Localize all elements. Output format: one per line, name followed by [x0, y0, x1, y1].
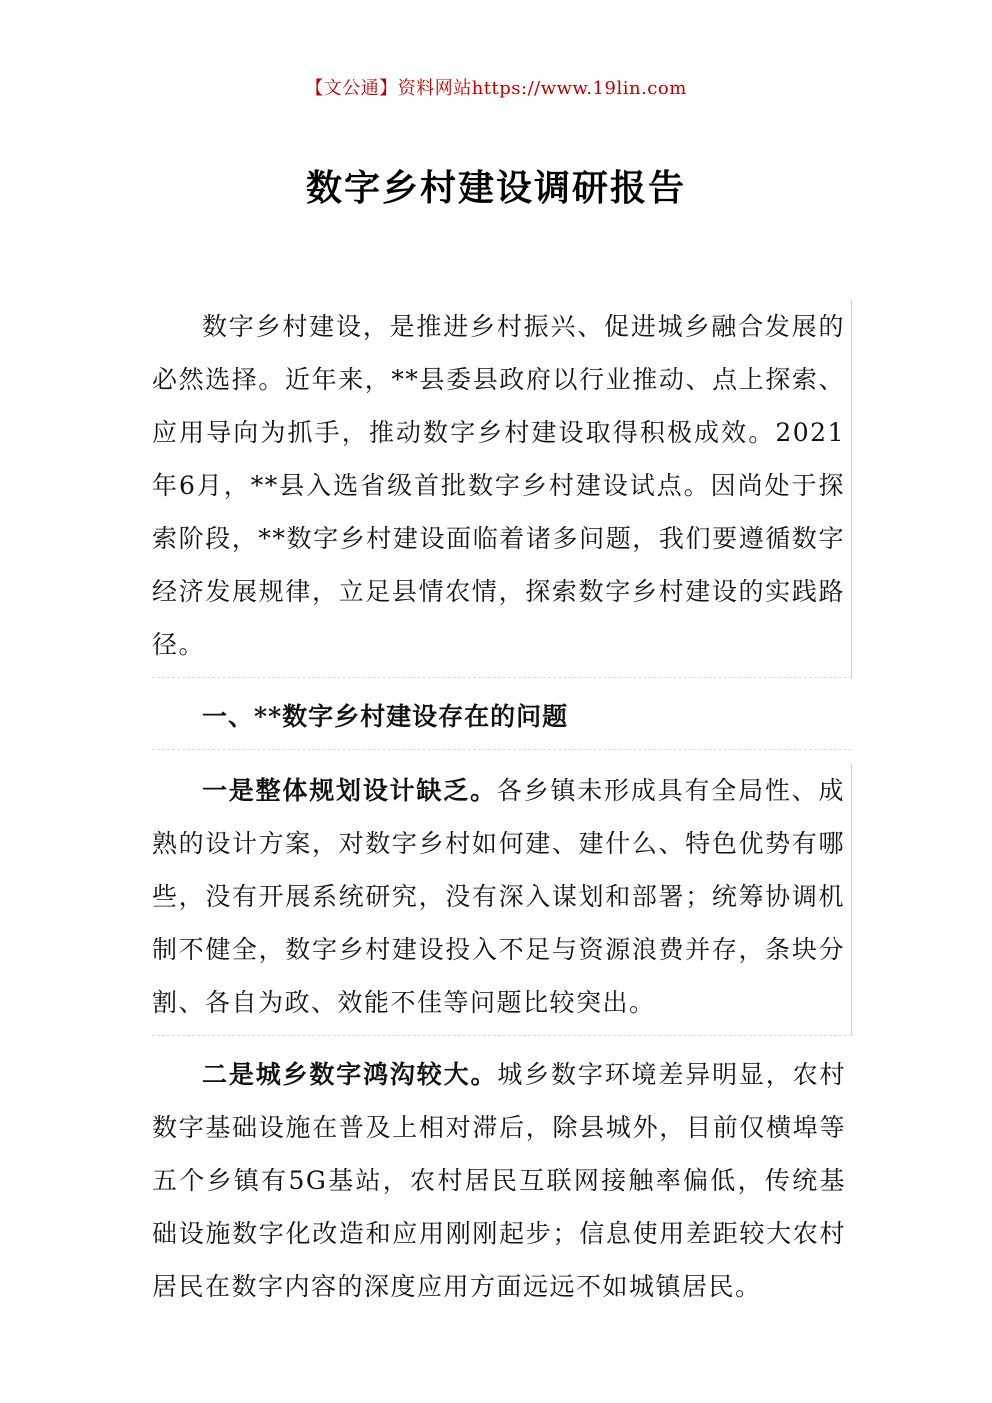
document-body: [152, 300, 852, 1331]
intro-paragraph: 数字乡村建设，是推进乡村振兴、促进城乡融合发展的必然选择。近年来，**县委县政府以行业推动、点上探索、应用导向为抓手，推动数字乡村建设取得积极成效。2021年6月，**县入选省级首批数字乡村建设试点。因尚处于探索阶段，**数字乡村建设面临着诸多问题，我们要遵循数字经济发展规律，立足县情农情，探索数字乡村建设的实践路径。: [152, 300, 852, 678]
problem-paragraph-1: [152, 764, 852, 1036]
paragraph-body-2: 城乡数字环境差异明显，农村数字基础设施在普及上相对滞后，除县城外，目前仅横埠等五个乡镇有5G基站，农村居民互联网接触率偏低，传统基础设施数字化改造和应用刚刚起步；信息使用差距较大农村居民在数字内容的深度应用方面远远不如城镇居民。: [152, 1060, 846, 1301]
section-heading: 一、**数字乡村建设存在的问题: [152, 690, 852, 750]
problem-paragraph-2: [152, 1048, 852, 1319]
document-title: 数字乡村建设调研报告: [305, 167, 686, 209]
paragraph-lead-2: 二是城乡数字鸿沟较大。: [202, 1060, 498, 1089]
source-website-link[interactable]: 【文公通】资料网站https://www.19lin.com: [305, 78, 687, 99]
paragraph-body-1: 各乡镇未形成具有全局性、成熟的设计方案，对数字乡村如何建、建什么、特色优势有哪些，没有开展系统研究，没有深入谋划和部署；统筹协调机制不健全，数字乡村建设投入不足与资源浪费并存，条块分割、各自为政、效能不佳等问题比较突出。: [152, 776, 845, 1017]
paragraph-lead-1: 一是整体规划设计缺乏。: [202, 776, 497, 805]
